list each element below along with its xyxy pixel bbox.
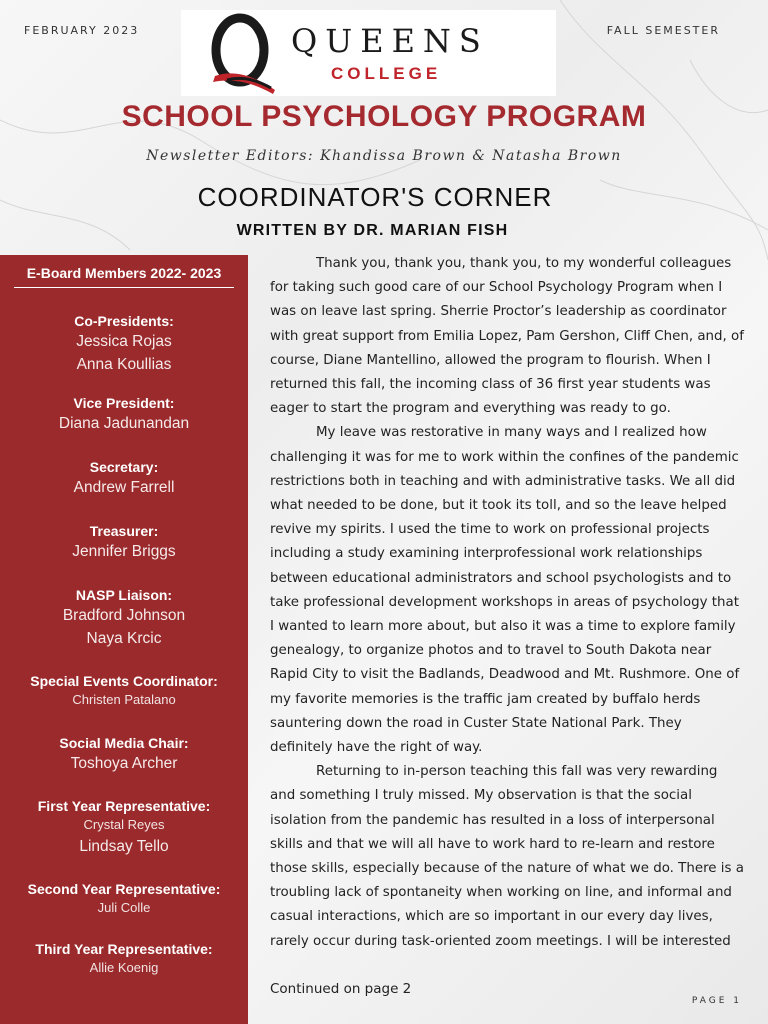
- member-name: Andrew Farrell: [73, 479, 175, 496]
- role-treasurer: [0, 522, 248, 563]
- member-name: Crystal Reyes: [83, 817, 165, 832]
- member-name: Christen Patalano: [72, 692, 176, 707]
- logo-college-text: COLLEGE: [331, 64, 442, 83]
- member-name: Allie Koenig: [89, 960, 159, 975]
- role-co-presidents: [0, 312, 248, 376]
- role-secretary: [0, 458, 248, 499]
- role-third-year-rep: [0, 940, 248, 978]
- section-title: COORDINATOR'S CORNER: [197, 182, 553, 212]
- article-paragraph: Thank you, thank you, thank you, to my wonderful colleagues for taking such good care of our School Psychology Program when I was on leave last spring. Sherrie Proctor’s leadership as coordinator with great support from Emilia Lopez, Pam Gershon, Cliff Chen, and, of course, Diane Mantellino, allowed the program to flourish. When I returned this fall, the incoming class of 36 first year students was eager to start the program and everything was ready to go.: [270, 256, 744, 417]
- role-first-year-rep: [0, 797, 248, 858]
- page-number: PAGE 1: [691, 996, 742, 1006]
- role-label: Social Media Chair:: [59, 735, 189, 751]
- coordinator-article: [270, 252, 746, 954]
- program-title: SCHOOL PSYCHOLOGY PROGRAM: [121, 100, 647, 133]
- role-nasp-liaison: [0, 586, 248, 650]
- article-byline: WRITTEN BY DR. MARIAN FISH: [236, 222, 509, 239]
- role-label: Third Year Representative:: [35, 941, 213, 957]
- article-paragraph: My leave was restorative in many ways and I realized how challenging it was for me to work within the confines of the pandemic restrictions both in teaching and with administrative tasks. We all did what needed to be done, but it took its toll, and so the leave helped revive my spirits. I used the time to work on professional projects including a study examining interprofessional work relationships between educational administrators and school psychologists and to take professional development workshops in areas of psychology that I wanted to learn more about, but also it was a time to explore family genealogy, to organize photos and to travel to South Dakota near Rapid City to visit the Badlands, Deadwood and Mt. Rushmore. One of my favorite memories is the traffic jam created by buffalo herds sauntering down the road in Custer State National Park. They definitely have the right of way.: [270, 425, 740, 756]
- member-name: Jennifer Briggs: [72, 543, 176, 560]
- role-vice-president: [0, 394, 248, 435]
- member-name: Naya Krcic: [86, 630, 162, 647]
- member-name: Bradford Johnson: [62, 607, 186, 624]
- role-label: NASP Liaison:: [75, 587, 173, 603]
- role-label: Co-Presidents:: [74, 313, 174, 329]
- continued-note: Continued on page 2: [270, 981, 412, 997]
- member-name: Toshoya Archer: [70, 755, 178, 772]
- member-name: Anna Koullias: [76, 356, 172, 373]
- member-name: Diana Jadunandan: [58, 415, 190, 432]
- semester-label: FALL SEMESTER: [606, 24, 720, 37]
- logo-queens-text: QUEENS: [291, 22, 489, 60]
- role-label: Special Events Coordinator:: [30, 673, 218, 689]
- article-paragraph: Returning to in-person teaching this fall was very rewarding and something I truly missed. My observation is that the social isolation from the pandemic has resulted in a loss of interpersonal skills and that we will all have to work hard to re-learn and restore those skills, especially because of the nature of what we do. There is a troubling lack of spontaneity when working on line, and informal and casual interactions, which are so important in our every day lives, rarely occur during task-oriented zoom meetings. I will be interested: [270, 764, 744, 949]
- role-special-events: [0, 672, 248, 710]
- role-social-media: [0, 734, 248, 775]
- eboard-sidebar: [0, 255, 248, 1024]
- queens-college-logo: [181, 10, 556, 96]
- issue-date: FEBRUARY 2023: [24, 24, 140, 37]
- role-label: Vice President:: [73, 395, 175, 411]
- newsletter-editors: Newsletter Editors: Khandissa Brown & Natasha Brown: [146, 148, 622, 164]
- role-label: Second Year Representative:: [27, 881, 221, 897]
- member-name: Juli Colle: [97, 900, 151, 915]
- member-name: Lindsay Tello: [79, 838, 169, 855]
- member-name: Jessica Rojas: [76, 333, 172, 350]
- role-label: First Year Representative:: [37, 798, 211, 814]
- role-label: Secretary:: [89, 459, 159, 475]
- role-label: Treasurer:: [89, 523, 159, 539]
- role-second-year-rep: [0, 880, 248, 918]
- q-logo-icon: [207, 10, 277, 96]
- sidebar-divider: [14, 287, 234, 288]
- eboard-header: E-Board Members 2022- 2023: [26, 265, 222, 281]
